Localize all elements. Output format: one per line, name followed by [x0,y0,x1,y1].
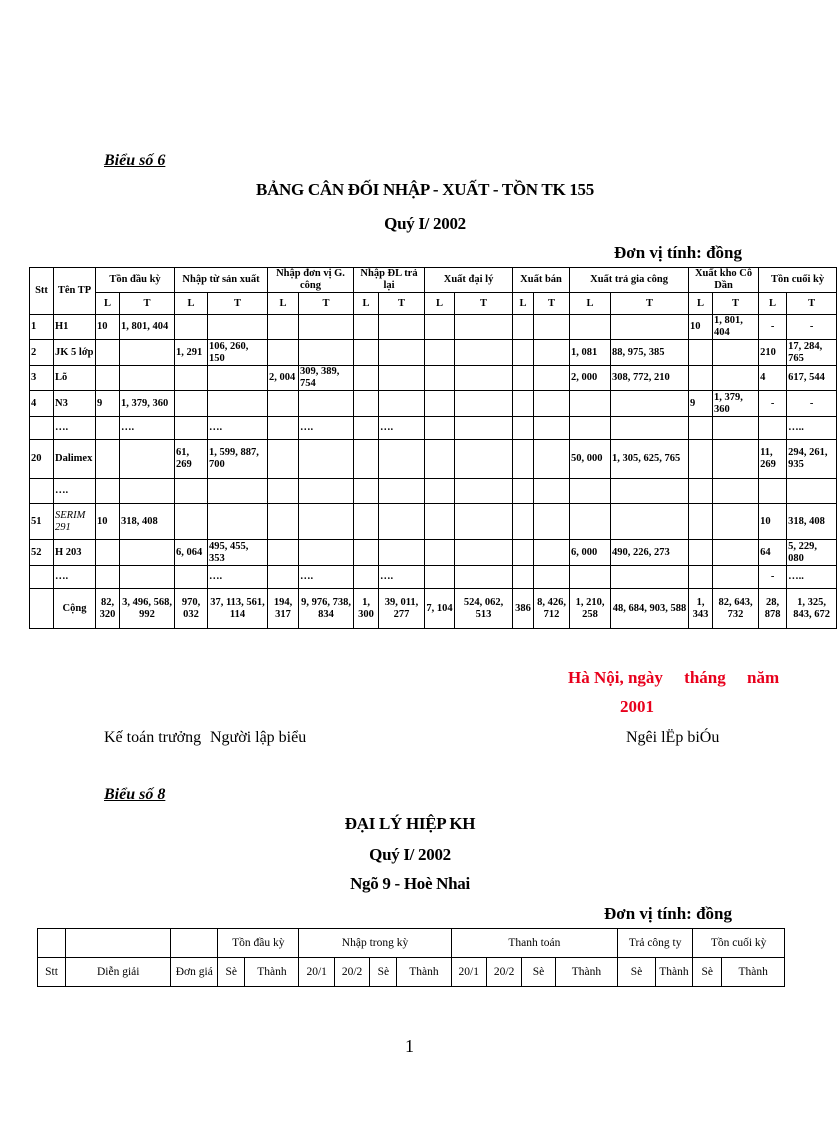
table-cell [513,391,534,417]
table-cell: 9, 976, 738, 834 [299,589,354,629]
table-row [30,540,837,566]
table-cell [513,440,534,479]
s2-subheader: Thành [397,958,451,987]
table-cell [299,340,354,366]
table-cell [354,566,379,589]
table-cell: 82, 643, 732 [713,589,759,629]
s2-subheader: 20/1 [451,958,486,987]
table-cell [208,479,268,504]
table-cell [379,540,425,566]
table-row [30,566,837,589]
table-cell [534,440,570,479]
table-cell [268,391,299,417]
table-cell [570,315,611,340]
table-cell: 10 [689,315,713,340]
table-cell [570,391,611,417]
table-cell: 10 [96,315,120,340]
table-cell [268,540,299,566]
group-header: Xuất kho Cô Dần [689,268,759,293]
table-cell: 3 [30,366,54,391]
table-cell: 17, 284, 765 [787,340,837,366]
col-t: T [455,293,513,315]
s2-subheader: 20/2 [486,958,521,987]
table-cell [713,340,759,366]
table-cell: 1, 343 [689,589,713,629]
group-header: Xuất trả gia công [570,268,689,293]
table-cell: 9 [96,391,120,417]
table-cell [299,315,354,340]
sheet2-table [37,928,785,987]
col-t: T [120,293,175,315]
table-cell [713,566,759,589]
table-cell: …. [299,566,354,589]
table-cell [268,479,299,504]
table-cell: SERIM 291 [54,504,96,540]
table-cell: 28, 878 [759,589,787,629]
group-header: Nhập đơn vị G. công [268,268,354,293]
table-cell: 4 [759,366,787,391]
group-header: Nhập từ sản xuất [175,268,268,293]
table-cell [425,540,455,566]
table-cell: 6, 000 [570,540,611,566]
table-cell [96,417,120,440]
s2-subheader: Diễn giải [66,958,171,987]
table-cell [175,315,208,340]
s2-subheader: Stt [38,958,66,987]
table-cell [455,340,513,366]
table-cell [208,315,268,340]
table-cell: 1, 379, 360 [713,391,759,417]
table-cell: 2 [30,340,54,366]
table-cell [513,340,534,366]
table-cell: - [759,566,787,589]
table-cell: 294, 261, 935 [787,440,837,479]
table-cell: 1, 305, 625, 765 [611,440,689,479]
table-cell [513,479,534,504]
sheet2-address: Ngõ 9 - Hoè Nhai [350,874,470,893]
table-cell [513,504,534,540]
table-cell [689,440,713,479]
table-cell: 617, 544 [787,366,837,391]
table-cell [175,391,208,417]
col-t: T [611,293,689,315]
table-cell [96,440,120,479]
table-cell [208,366,268,391]
table-cell [570,479,611,504]
table-cell [513,540,534,566]
table-cell [96,566,120,589]
table-cell [611,479,689,504]
s2-group-header: Nhập trong kỳ [299,929,451,958]
table-cell [611,391,689,417]
table-cell: 8, 426, 712 [534,589,570,629]
table-cell [425,315,455,340]
table-cell [425,340,455,366]
table-cell [713,366,759,391]
table-cell [354,440,379,479]
table-cell: 1, 210, 258 [570,589,611,629]
table-cell [379,440,425,479]
table-cell [713,440,759,479]
table-cell: Dalimex [54,440,96,479]
s2-subheader: Thành [245,958,299,987]
col-l: L [570,293,611,315]
table-cell [425,417,455,440]
table-cell: …. [208,566,268,589]
table-cell [513,566,534,589]
s2-group-header: Thanh toán [451,929,618,958]
s2-subheader: Sè [370,958,397,987]
col-l: L [175,293,208,315]
table-cell [30,589,54,629]
table-cell: 386 [513,589,534,629]
table-cell [534,315,570,340]
chief-accountant: Kế toán trưởng [104,729,202,746]
table-cell [534,479,570,504]
col-l: L [689,293,713,315]
table-row [30,589,837,629]
table-cell [299,540,354,566]
table-cell [425,366,455,391]
table-cell: 318, 408 [787,504,837,540]
table-cell [30,479,54,504]
table-cell: 1, 379, 360 [120,391,175,417]
s2-subheader: Thành [722,958,785,987]
table-cell [570,504,611,540]
table-cell: …. [379,566,425,589]
table-cell [96,340,120,366]
table-row [30,440,837,479]
table-cell [689,479,713,504]
table-cell [379,366,425,391]
table-cell [455,366,513,391]
table-cell [299,504,354,540]
table-cell: 2, 004 [268,366,299,391]
table-cell [759,479,787,504]
table-cell: 318, 408 [120,504,175,540]
table-cell: 524, 062, 513 [455,589,513,629]
table-cell [455,540,513,566]
table-cell: 50, 000 [570,440,611,479]
table-cell [689,566,713,589]
table-cell [611,417,689,440]
table-cell [379,340,425,366]
col-t: T [713,293,759,315]
table-cell: 82, 320 [96,589,120,629]
table-cell: 64 [759,540,787,566]
table-cell: H1 [54,315,96,340]
table-cell [689,504,713,540]
table-cell [689,340,713,366]
table-cell [455,504,513,540]
sheet1-label: Biểu số 6 [104,152,166,169]
table-cell: 11, 269 [759,440,787,479]
table-cell [354,315,379,340]
table-row [30,504,837,540]
table-cell: …. [379,417,425,440]
table-cell [268,315,299,340]
table-cell [120,566,175,589]
table-cell: 1, 325, 843, 672 [787,589,837,629]
table-cell: 61, 269 [175,440,208,479]
table-cell: …. [120,417,175,440]
table-cell: JK 5 lớp [54,340,96,366]
table-cell [787,479,837,504]
table-cell [379,504,425,540]
sheet1-table [29,267,837,629]
table-cell [513,366,534,391]
table-cell [354,417,379,440]
table-cell [120,440,175,479]
table-cell [534,340,570,366]
col-l: L [759,293,787,315]
table-cell [570,566,611,589]
table-cell [689,540,713,566]
table-cell: ….. [787,417,837,440]
table-cell [611,504,689,540]
table-cell [689,417,713,440]
table-cell [455,566,513,589]
table-cell [175,417,208,440]
table-cell [379,479,425,504]
table-cell [175,566,208,589]
table-cell: 970, 032 [175,589,208,629]
table-cell [120,540,175,566]
table-cell: 51 [30,504,54,540]
table-cell: 6, 064 [175,540,208,566]
group-header: Xuất đại lý [425,268,513,293]
col-l: L [513,293,534,315]
table-cell [713,417,759,440]
table-cell: 2, 000 [570,366,611,391]
table-cell: 4 [30,391,54,417]
table-cell [379,391,425,417]
table-cell [513,417,534,440]
table-cell: 309, 389, 754 [299,366,354,391]
table-cell [299,479,354,504]
table-cell [534,566,570,589]
table-cell [120,479,175,504]
table-cell [175,366,208,391]
page-number: 1 [405,1036,414,1056]
col-l: L [96,293,120,315]
table-cell [534,417,570,440]
table-cell: 1, 300 [354,589,379,629]
s2-group-header: Tồn đầu kỳ [218,929,299,958]
sign-year: 2001 [620,697,654,716]
table-cell [208,391,268,417]
table-cell [354,479,379,504]
table-cell [299,391,354,417]
table-cell: 5, 229, 080 [787,540,837,566]
table-cell [611,315,689,340]
table-cell [689,366,713,391]
s2-subheader: Thành [655,958,693,987]
place-date: Hà Nội, ngày tháng năm [568,668,780,687]
table-row [30,366,837,391]
table-cell: 9 [689,391,713,417]
table-cell [713,504,759,540]
s2-subheader: Sè [618,958,656,987]
table-cell [425,479,455,504]
preparer: Người lập biểu [210,729,307,746]
table-cell [354,366,379,391]
table-cell [455,391,513,417]
table-cell [354,540,379,566]
table-cell: …. [299,417,354,440]
s2-subheader: 20/2 [334,958,369,987]
table-cell [611,566,689,589]
table-cell [713,479,759,504]
table-cell: …. [54,417,96,440]
table-cell: - [787,315,837,340]
table-cell [570,417,611,440]
table-cell [299,440,354,479]
group-header: Tồn đầu kỳ [96,268,175,293]
table-cell [96,479,120,504]
table-cell [455,315,513,340]
table-cell: - [759,391,787,417]
table-cell: - [787,391,837,417]
table-cell: 88, 975, 385 [611,340,689,366]
table-cell: 1, 599, 887, 700 [208,440,268,479]
preparer-garbled: Ngêi lËp biÓu [626,729,720,746]
table-cell [208,504,268,540]
table-cell [425,566,455,589]
s2-subheader: Sè [218,958,245,987]
table-cell [175,479,208,504]
table-row [30,340,837,366]
table-cell [759,417,787,440]
table-cell [268,340,299,366]
table-row [30,417,837,440]
col-stt: Stt [30,268,54,315]
table-cell [534,540,570,566]
table-cell: …. [54,566,96,589]
table-cell: 495, 455, 353 [208,540,268,566]
table-cell: 106, 260, 150 [208,340,268,366]
group-header: Xuất bán [513,268,570,293]
table-cell: Cộng [54,589,96,629]
s2-subheader: Sè [693,958,722,987]
s2-subheader: Thành [555,958,618,987]
table-row [30,479,837,504]
table-cell [354,391,379,417]
table-cell: 1, 291 [175,340,208,366]
s2-subheader: Đơn giá [171,958,218,987]
s2-group-header: Tồn cuối kỳ [693,929,785,958]
table-cell: 1 [30,315,54,340]
table-cell: 1, 801, 404 [713,315,759,340]
table-cell [120,366,175,391]
table-cell: 37, 113, 561, 114 [208,589,268,629]
table-cell [425,504,455,540]
table-cell [30,566,54,589]
table-cell: 10 [96,504,120,540]
sheet2-unit: Đơn vị tính: đồng [604,904,732,923]
table-cell: 7, 104 [425,589,455,629]
s2-group-header: Trả công ty [618,929,693,958]
col-t: T [208,293,268,315]
table-cell: 52 [30,540,54,566]
table-cell: …. [54,479,96,504]
table-cell [96,540,120,566]
table-cell: H 203 [54,540,96,566]
col-t: T [379,293,425,315]
table-cell [713,540,759,566]
table-row [30,315,837,340]
table-cell [120,340,175,366]
col-l: L [354,293,379,315]
col-name: Tên TP [54,268,96,315]
table-cell [513,315,534,340]
table-cell: 210 [759,340,787,366]
table-cell [534,366,570,391]
table-cell: 194, 317 [268,589,299,629]
table-cell: 39, 011, 277 [379,589,425,629]
s2-subheader: Sè [522,958,555,987]
table-cell [268,417,299,440]
table-cell [455,417,513,440]
table-cell [534,504,570,540]
table-cell [30,417,54,440]
table-cell [96,366,120,391]
group-header: Nhập ĐL trả lại [354,268,425,293]
table-cell: 490, 226, 273 [611,540,689,566]
col-t: T [534,293,570,315]
table-cell [268,504,299,540]
table-cell [534,391,570,417]
table-cell: …. [208,417,268,440]
col-t: T [787,293,837,315]
group-header: Tồn cuối kỳ [759,268,837,293]
table-cell: 308, 772, 210 [611,366,689,391]
table-cell: 1, 801, 404 [120,315,175,340]
sheet1-title: BẢNG CÂN ĐỐI NHẬP - XUẤT - TỒN TK 155 [256,180,594,199]
table-cell [354,340,379,366]
sheet2-period: Quý I/ 2002 [369,845,451,864]
s2-subheader: 20/1 [299,958,334,987]
table-cell [268,440,299,479]
table-cell: 20 [30,440,54,479]
table-cell: 3, 496, 568, 992 [120,589,175,629]
col-l: L [268,293,299,315]
table-cell: - [759,315,787,340]
table-row [30,391,837,417]
col-l: L [425,293,455,315]
table-cell [455,440,513,479]
sheet2-label: Biểu số 8 [104,786,166,803]
sheet2-title: ĐẠI LÝ HIỆP KH [344,814,476,833]
col-t: T [299,293,354,315]
table-cell: 1, 081 [570,340,611,366]
table-cell: Lõ [54,366,96,391]
table-cell [379,315,425,340]
table-cell [425,391,455,417]
table-cell [175,504,208,540]
table-cell [455,479,513,504]
table-cell: 48, 684, 903, 588 [611,589,689,629]
table-cell [425,440,455,479]
sheet1-unit: Đơn vị tính: đồng [614,243,742,262]
sheet1-period: Quý I/ 2002 [384,214,466,233]
table-cell [268,566,299,589]
table-cell: ….. [787,566,837,589]
table-cell: N3 [54,391,96,417]
table-cell: 10 [759,504,787,540]
table-cell [354,504,379,540]
